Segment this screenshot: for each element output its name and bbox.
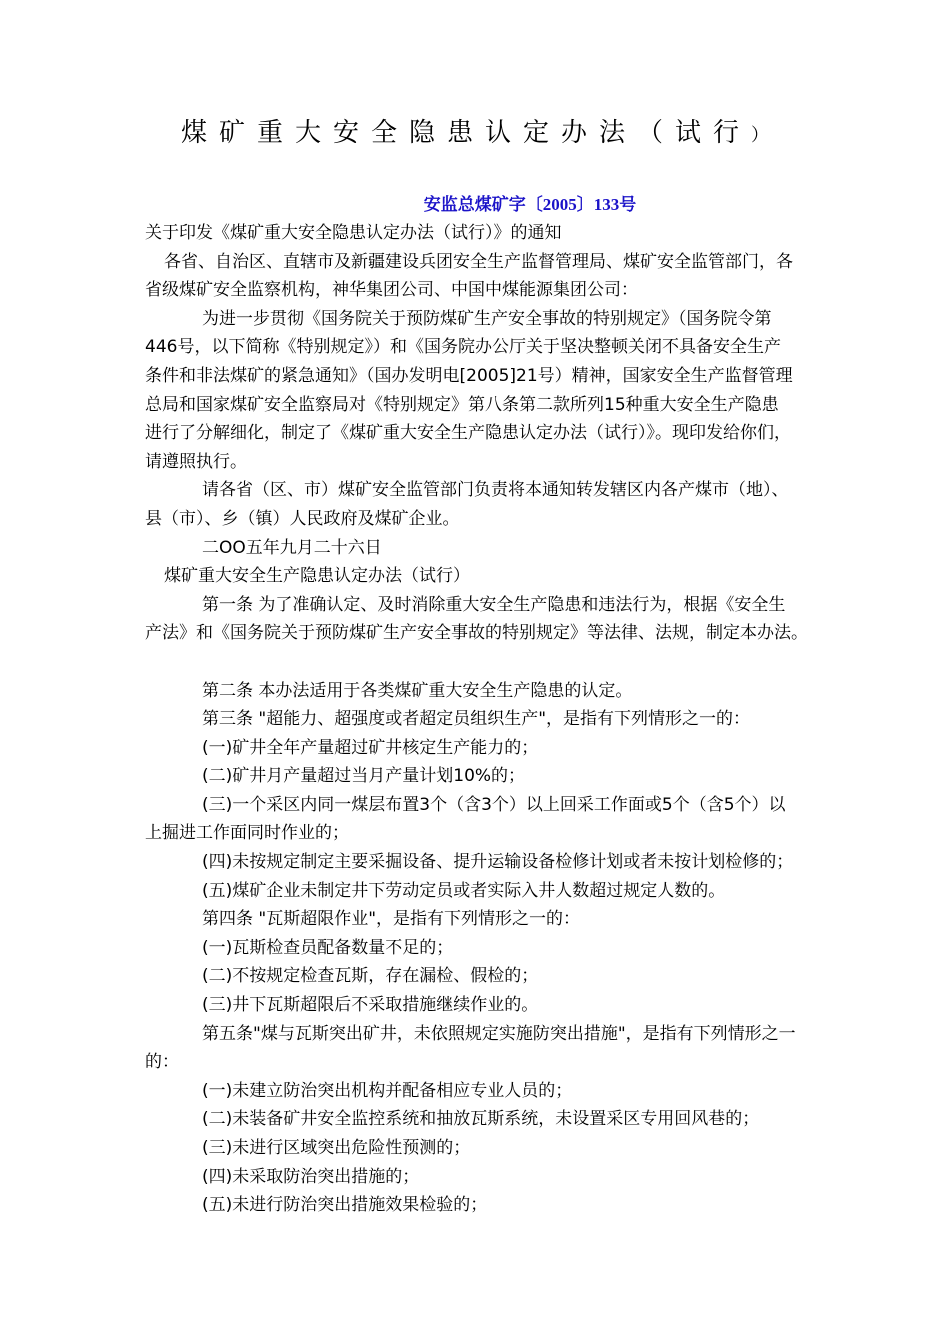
paragraph-line: 的： (145, 1052, 179, 1073)
blank-line (145, 648, 895, 677)
paragraph-line: 关于印发《煤矿重大安全隐患认定办法（试行）》的通知 (145, 223, 562, 243)
paragraph-line: (三)一个采区内同一煤层布置3个（含3个）以上回采工作面或5个（含5个）以 (202, 794, 786, 815)
paragraph-line: (二)未装备矿井安全监控系统和抽放瓦斯系统，未设置采区专用回风巷的； (202, 1109, 760, 1130)
document-title-text: 煤矿重大安全隐患认定办法（试行 (180, 118, 751, 148)
paragraph-line: 上掘进工作面同时作业的； (145, 823, 349, 844)
paragraph-line: 煤矿重大安全生产隐患认定办法（试行） (164, 566, 470, 587)
paragraph-line: 第一条 为了准确认定、及时消除重大安全生产隐患和违法行为，根据《安全生 (202, 594, 786, 615)
document-title (0, 113, 950, 156)
paragraph-line: 请各省（区、市）煤矿安全监管部门负责将本通知转发辖区内各产煤市（地）、 (202, 480, 789, 501)
paragraph-line: 446号，以下简称《特别规定》）和《国务院办公厅关于坚决整顿关闭不具备安全生产 (145, 337, 781, 358)
paragraph-line: (一)矿井全年产量超过矿井核定生产能力的； (202, 737, 539, 758)
paragraph-line: (一)瓦斯检查员配备数量不足的； (202, 937, 454, 958)
paragraph-line: 第五条"煤与瓦斯突出矿井，未依照规定实施防突出措施"，是指有下列情形之一 (202, 1023, 796, 1044)
paragraph-line: (三)未进行区域突出危险性预测的； (202, 1138, 471, 1158)
paragraph-line: (五)煤矿企业未制定井下劳动定员或者实际入井人数超过规定人数的。 (202, 880, 726, 901)
paragraph-line: (五)未进行防治突出措施效果检验的； (202, 1195, 488, 1216)
paragraph-line: 第四条 "瓦斯超限作业"，是指有下列情形之一的： (202, 909, 581, 930)
paragraph-line: 进行了分解细化，制定了《煤矿重大安全生产隐患认定办法（试行）》。现印发给你们， (145, 423, 791, 444)
document-title-close: ） (751, 125, 769, 146)
paragraph-line: (二)不按规定检查瓦斯，存在漏检、假检的； (202, 966, 539, 987)
paragraph-line: 各省、自治区、直辖市及新疆建设兵团安全生产监督管理局、煤矿安全监管部门，各 (164, 251, 793, 272)
paragraph-line: 请遵照执行。 (145, 451, 247, 472)
paragraph-line: 总局和国家煤矿安全监察局对《特别规定》第八条第二款所列15种重大安全生产隐患 (145, 394, 779, 415)
paragraph-line: (四)未采取防治突出措施的； (202, 1166, 420, 1187)
paragraph-line: 二OO五年九月二十六日 (202, 537, 382, 558)
document-number: 安监总煤矿字〔2005〕133号 (423, 195, 637, 214)
paragraph-line: (四)未按规定制定主要采掘设备、提升运输设备检修计划或者未按计划检修的； (202, 852, 794, 873)
paragraph-line: (一)未建立防治突出机构并配备相应专业人员的； (202, 1080, 573, 1101)
paragraph-line: 省级煤矿安全监察机构，神华集团公司、中国中煤能源集团公司： (145, 280, 638, 301)
paragraph-line: 第三条 "超能力、超强度或者超定员组织生产"，是指有下列情形之一的： (202, 709, 751, 730)
paragraph-line: (三)井下瓦斯超限后不采取措施继续作业的。 (202, 995, 539, 1016)
paragraph-line: 第二条 本办法适用于各类煤矿重大安全生产隐患的认定。 (202, 680, 633, 701)
paragraph-line: 为进一步贯彻《国务院关于预防煤矿生产安全事故的特别规定》（国务院令第 (202, 308, 772, 329)
paragraph-line: (二)矿井月产量超过当月产量计划10%的； (202, 766, 526, 787)
paragraph-line: 条件和非法煤矿的紧急通知》（国办发明电[2005]21号）精神，国家安全生产监督管理 (145, 365, 793, 386)
paragraph-line: 县（市）、乡（镇）人民政府及煤矿企业。 (145, 508, 460, 529)
document-body (145, 219, 895, 1220)
paragraph-line: 产法》和《国务院关于预防煤矿生产安全事故的特别规定》等法律、法规，制定本办法。 (145, 623, 808, 644)
